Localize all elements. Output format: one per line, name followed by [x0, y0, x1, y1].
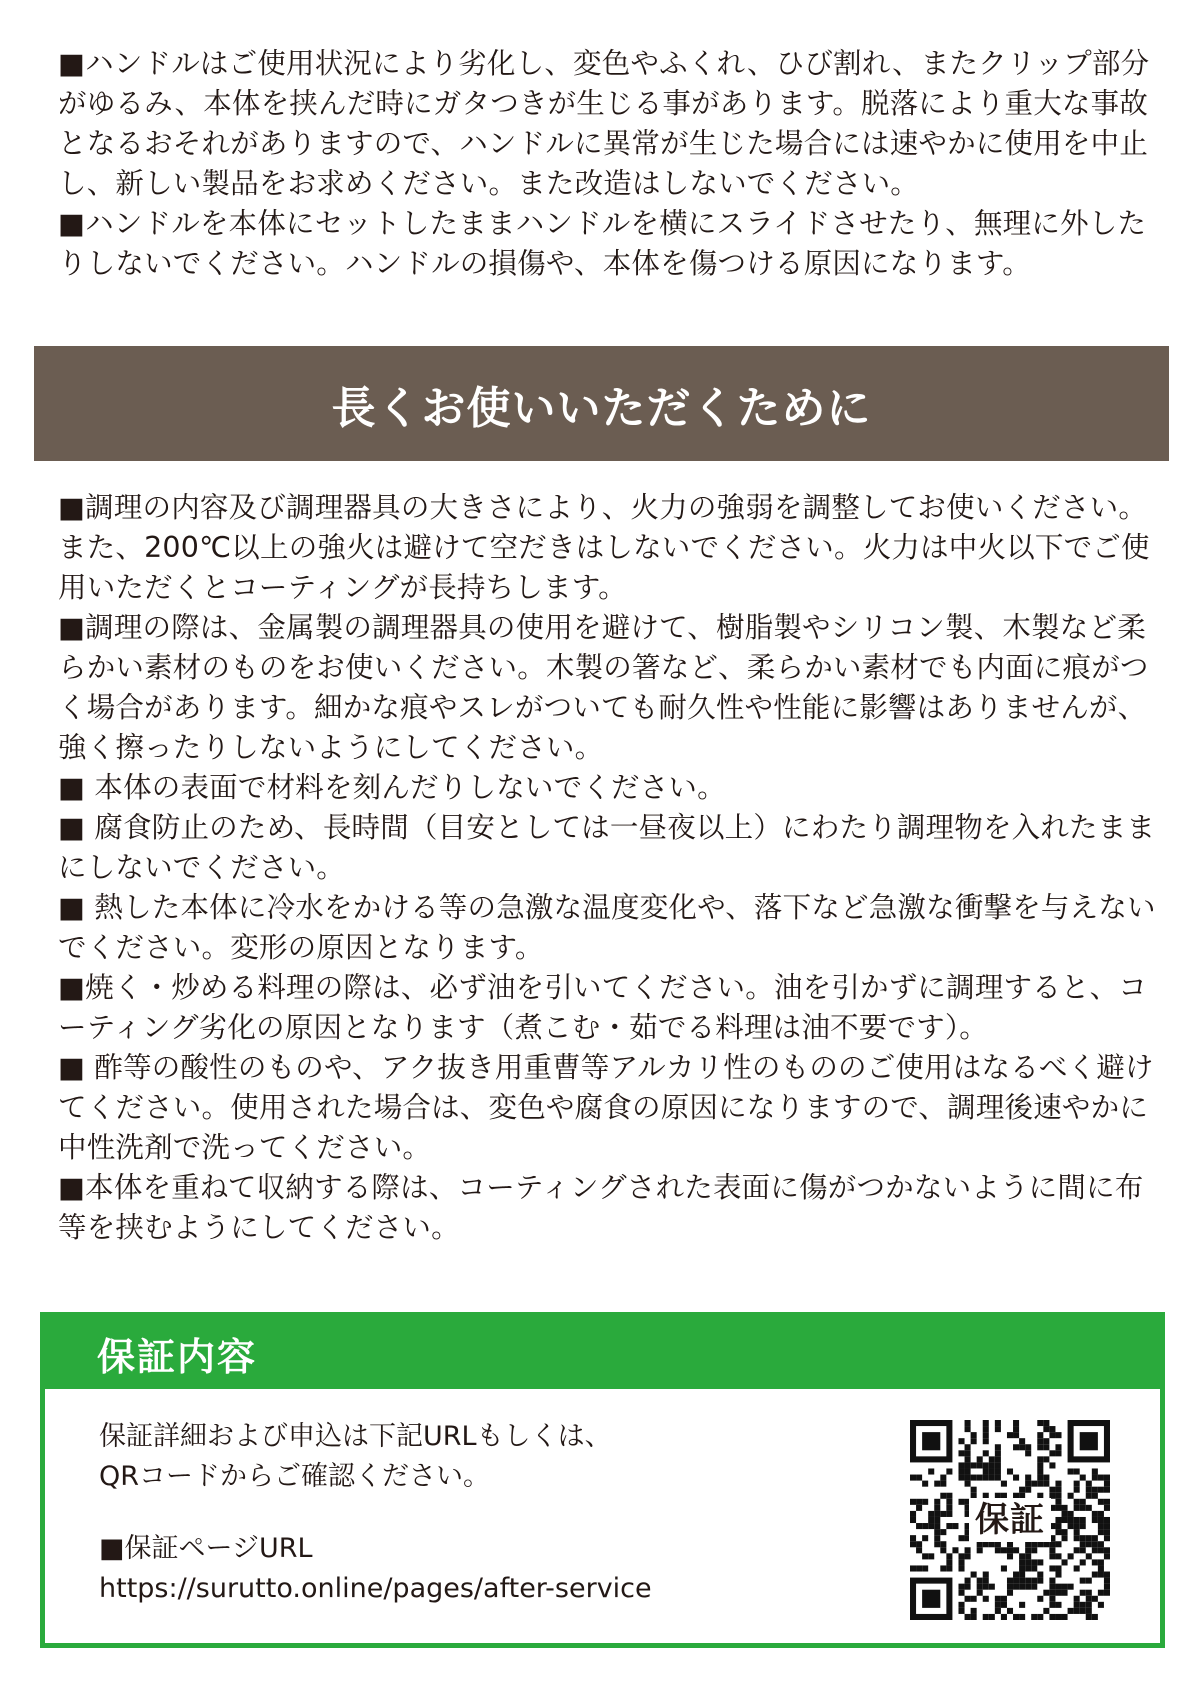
care-note-7: ■ 酢等の酸性のものや、アク抜き用重曹等アルカリ性のもののご使用はなるべく避けてください。使用された場合は、変色や腐食の原因になりますので、調理後速やかに中性洗剤で洗ってください。	[58, 1051, 1154, 1164]
care-note-5: ■ 熱した本体に冷水をかける等の急激な温度変化や、落下など急激な衝撃を与えないでください。変形の原因となります。	[58, 891, 1156, 964]
care-notes	[58, 488, 1160, 1248]
care-note-6: ■焼く・炒める料理の際は、必ず油を引いてください。油を引かずに調理すると、コーティング劣化の原因となります（煮こむ・茹でる料理は油不要です）。	[58, 971, 1148, 1044]
warranty-intro-line1: 保証詳細および申込は下記URLもしくは、	[99, 1421, 612, 1452]
care-note-4: ■ 腐食防止のため、長時間（目安としては一昼夜以上）にわたり調理物を入れたままにしないでください。	[58, 811, 1156, 884]
warranty-url-link[interactable]: https://surutto.online/pages/after-service	[99, 1573, 652, 1604]
warranty-intro-line2: QRコードからご確認ください。	[99, 1461, 491, 1492]
warranty-url-label: ■保証ページURL	[99, 1533, 313, 1564]
warranty-body	[99, 1417, 652, 1609]
qr-label: 保証	[969, 1498, 1051, 1542]
care-note-2: ■調理の際は、金属製の調理器具の使用を避けて、樹脂製やシリコン製、木製など柔らかい素材のものをお使いください。木製の箸など、柔らかい素材でも内面に痕がつく場合があります。細かな痕やスレがついても耐久性や性能に影響はありませんが、強く擦ったりしないようにしてください。	[58, 611, 1149, 764]
handle-note-2: ■ハンドルを本体にセットしたままハンドルを横にスライドさせたり、無理に外したりしないでください。ハンドルの損傷や、本体を傷つける原因になります。	[58, 207, 1147, 280]
handle-note-1: ■ハンドルはご使用状況により劣化し、変色やふくれ、ひび割れ、またクリップ部分がゆるみ、本体を挟んだ時にガタつきが生じる事があります。脱落により重大な事故となるおそれがありますので、ハンドルに異常が生じた場合には速やかに使用を中止し、新しい製品をお求めください。また改造はしないでください。	[58, 47, 1150, 200]
warranty-header	[45, 1317, 1160, 1389]
warranty-title: 保証内容	[97, 1334, 258, 1379]
care-section-banner	[34, 346, 1169, 461]
handle-notes	[58, 44, 1160, 284]
spacer	[99, 1497, 652, 1529]
care-note-8: ■本体を重ねて収納する際は、コーティングされた表面に傷がつかないように間に布等を挟むようにしてください。	[58, 1171, 1144, 1244]
care-section-title: 長くお使いいただくために	[331, 382, 872, 434]
qr-code[interactable]	[910, 1420, 1110, 1620]
care-note-1: ■調理の内容及び調理器具の大きさにより、火力の強弱を調整してお使いください。また、200℃以上の強火は避けて空だきはしないでください。火力は中火以下でご使用いただくとコーティングが長持ちします。	[58, 491, 1150, 604]
care-note-3: ■ 本体の表面で材料を刻んだりしないでください。	[58, 771, 726, 804]
warranty-box	[40, 1312, 1165, 1648]
